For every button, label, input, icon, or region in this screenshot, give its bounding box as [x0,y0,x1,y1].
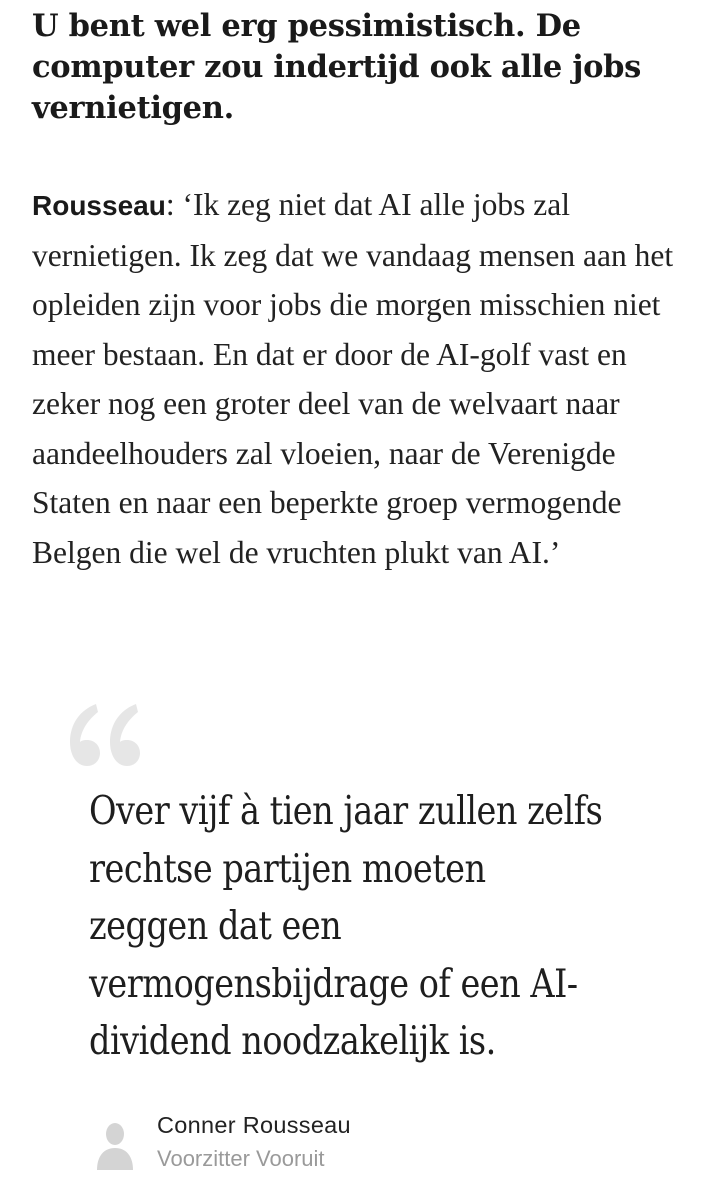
person-silhouette-icon [95,1120,135,1170]
interview-question: U bent wel erg pessimistisch. De computer zou indertijd ook alle jobs vernietigen. [32,8,642,126]
quote-byline [95,1110,655,1180]
author-role: Voorzitter Vooruit [157,1146,325,1171]
quote-mark-icon [56,690,146,780]
answer-text: ‘Ik zeg niet dat AI alle jobs zal vernietigen. Ik zeg dat we vandaag mensen aan het opleiden zijn voor jobs die morgen misschien niet meer bestaan. En dat er door de AI-golf vast en zeker nog een groter deel van de welvaart naar aandeelhouders zal vloeien, naar de Verenigde Staten en naar een beperkte groep vermogende Belgen die wel de vruchten plukt van AI.’ [32,187,674,570]
answer-speaker: Rousseau [32,190,166,221]
author-name: Conner Rousseau [157,1112,351,1138]
pull-quote: Over vijf à tien jaar zullen zelfs rechtse partijen moeten zeggen dat een vermogensbijdrage of een AI-dividend noodzakelijk is. [89,789,603,1064]
interview-answer [32,180,702,577]
answer-separator: : [165,187,183,222]
article-body [32,0,702,577]
